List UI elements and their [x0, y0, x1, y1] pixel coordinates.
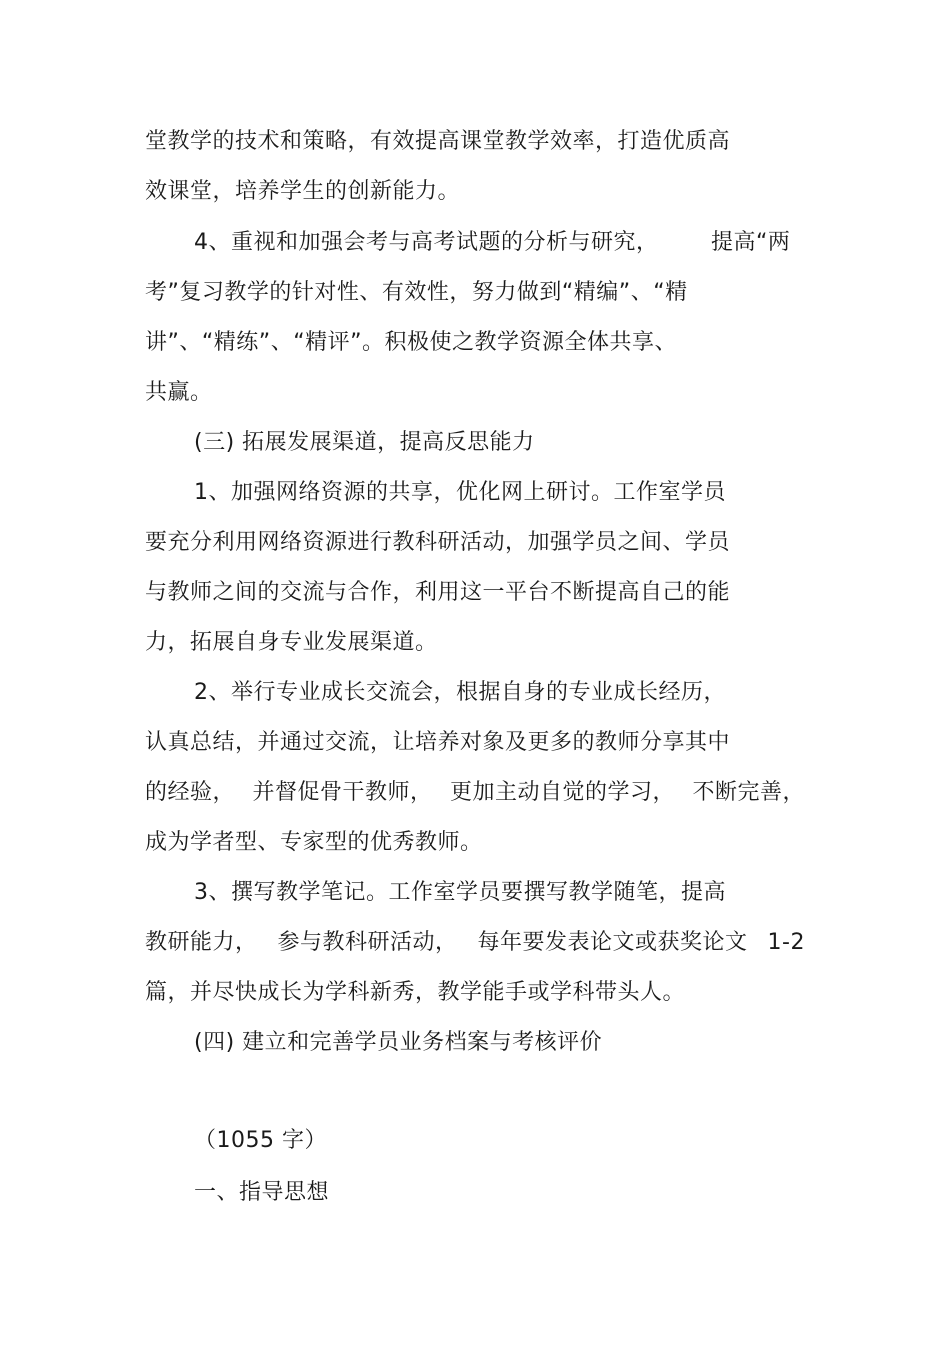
text-segment: 每年要发表论文或获奖论文: [477, 930, 748, 955]
text-segment: 1-2: [767, 930, 805, 955]
text-line: 成为学者型、专家型的优秀教师。: [145, 830, 483, 855]
text-line: 要充分利用网络资源进行教科研活动，加强学员之间、学员: [145, 530, 731, 555]
text-line: 篇，并尽快成长为学科新秀，教学能手或学科带头人。: [145, 980, 686, 1005]
text-line: [145, 928, 805, 958]
text-line: 认真总结，并通过交流，让培养对象及更多的教师分享其中: [145, 730, 731, 755]
section-heading: (三) 拓展发展渠道，提高反思能力: [194, 430, 535, 455]
text-line: 1、加强网络资源的共享，优化网上研讨。工作室学员: [194, 480, 726, 505]
text-line: 4、重视和加强会考与高考试题的分析与研究，: [194, 230, 659, 255]
text-line: 力，拓展自身专业发展渠道。: [145, 630, 438, 655]
text-line: 考”复习教学的针对性、有效性，努力做到“精编”、“精: [145, 280, 688, 305]
section-heading: 一、指导思想: [194, 1180, 330, 1205]
text-line: 提高“两: [711, 230, 791, 255]
text-segment: 的经验，: [145, 780, 236, 805]
text-segment: 并督促骨干教师，: [252, 780, 433, 805]
section-heading: (四) 建立和完善学员业务档案与考核评价: [194, 1030, 603, 1055]
text-segment: 不断完善，: [692, 780, 805, 805]
text-line: 3、撰写教学笔记。工作室学员要撰写教学随笔，提高: [194, 880, 726, 905]
text-line: [145, 778, 805, 808]
text-line: 共赢。: [145, 380, 213, 405]
text-line: 2、举行专业成长交流会，根据自身的专业成长经历，: [194, 680, 726, 705]
text-segment: 参与教科研活动，: [277, 930, 458, 955]
text-line: 效课堂，培养学生的创新能力。: [145, 179, 461, 204]
text-segment: 更加主动自觉的学习，: [449, 780, 675, 805]
text-line: 讲”、“精练”、“精评”。积极使之教学资源全体共享、: [145, 330, 677, 355]
word-count: （1055 字）: [194, 1128, 327, 1153]
text-segment: 教研能力，: [145, 930, 258, 955]
text-line: 堂教学的技术和策略，有效提高课堂教学效率，打造优质高: [145, 129, 731, 154]
text-line: 与教师之间的交流与合作，利用这一平台不断提高自己的能: [145, 580, 731, 605]
